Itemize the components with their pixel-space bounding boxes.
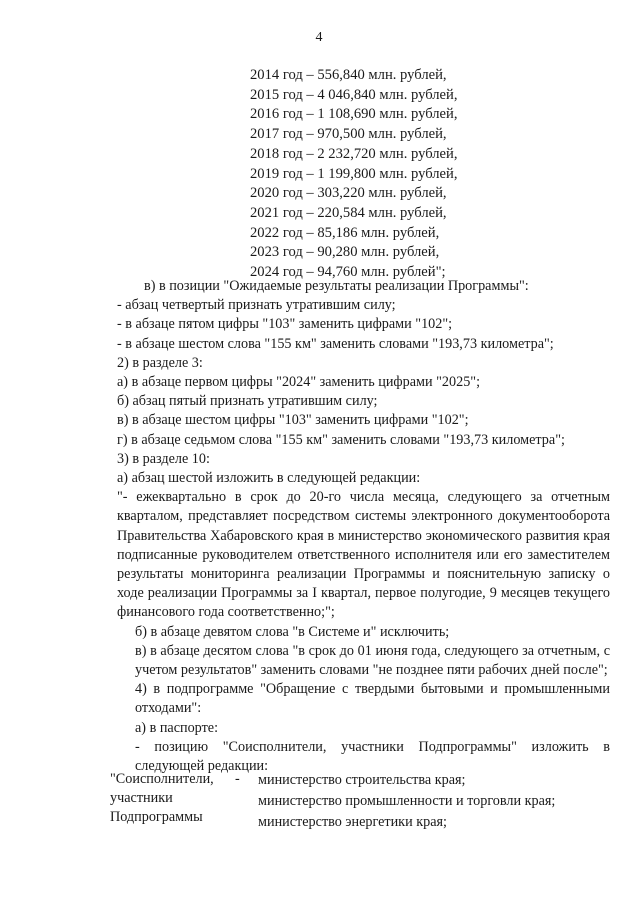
paragraph-4 <box>117 680 610 718</box>
text-line: 3) в разделе 10: <box>117 450 210 467</box>
label-line: "Соисполнители, <box>110 771 214 787</box>
budget-line: 2024 год – 94,760 млн. рублей"; <box>250 264 446 281</box>
ministry-line: министерство энергетики края; <box>258 814 447 830</box>
text-line: г) в абзаце седьмом слова "155 км" заменить словами "193,73 километра"; <box>117 431 565 448</box>
text-line: - в абзаце пятом цифры "103" заменить цифрами "102"; <box>117 316 453 333</box>
ministry-line: министерство промышленности и торговли края; <box>258 793 556 809</box>
text-line: а) в паспорте: <box>135 719 219 736</box>
budget-line: 2023 год – 90,280 млн. рублей, <box>250 244 440 261</box>
text-line: а) в абзаце первом цифры "2024" заменить цифрами "2025"; <box>117 374 481 391</box>
table-left-label <box>110 770 250 827</box>
quote-paragraph <box>117 488 610 622</box>
table-dash: - <box>235 771 240 787</box>
budget-line: 2022 год – 85,186 млн. рублей, <box>250 224 440 241</box>
text-line: - абзац четвертый признать утратившим силу; <box>117 297 396 314</box>
label-line: Подпрограммы <box>110 809 203 825</box>
table-right-list <box>258 770 555 833</box>
budget-line: 2017 год – 970,500 млн. рублей, <box>250 126 447 143</box>
text-line: 2) в разделе 3: <box>117 354 203 371</box>
text-line: - в абзаце шестом слова "155 км" заменить словами "193,73 километра"; <box>117 335 554 352</box>
text-line: б) в абзаце девятом слова "в Системе и" исключить; <box>135 623 450 640</box>
budget-line: 2021 год – 220,584 млн. рублей, <box>250 204 447 221</box>
budget-line: 2014 год – 556,840 млн. рублей, <box>250 67 447 83</box>
budget-line: 2018 год – 2 232,720 млн. рублей, <box>250 145 458 162</box>
paragraph-v <box>117 642 610 680</box>
ministry-line: министерство строительства края; <box>258 772 466 788</box>
paragraph-v-text: в) в абзаце десятом слова "в срок до 01 июня года, следующего за отчетным, с учетом результатов" заменить словами "не позднее пяти рабочих дней после"; <box>135 642 610 679</box>
budget-list <box>250 66 458 283</box>
text-line: в) в абзаце шестом цифры "103" заменить цифрами "102"; <box>117 412 469 429</box>
paragraph-position-text: - позицию "Соисполнители, участники Подпрограммы" изложить в следующей редакции: <box>135 738 610 775</box>
budget-line: 2015 год – 4 046,840 млн. рублей, <box>250 86 458 103</box>
quote-text: "- ежеквартально в срок до 20-го числа месяца, следующего за отчетным кварталом, представляет посредством системы электронного документооборота Правительства Хабаровского края в министерство экономического развития края подписанные руководителем ответственного исполнителя или его заместителем результаты мониторинга реализации Программы и пояснительную записку о ходе реализации Программы за I квартал, первое полугодие, 9 месяцев текущего финансового года соответственно;"; <box>117 489 610 621</box>
budget-line: 2016 год – 1 108,690 млн. рублей, <box>250 106 458 123</box>
label-line: участники <box>110 790 173 806</box>
text-line: а) абзац шестой изложить в следующей редакции: <box>117 470 421 487</box>
paragraph-4-text: 4) в подпрограмме "Обращение с твердыми бытовыми и промышленными отходами": <box>135 681 610 717</box>
document-body <box>117 277 610 776</box>
text-line: в) в позиции "Ожидаемые результаты реализации Программы": <box>144 278 529 294</box>
budget-line: 2019 год – 1 199,800 млн. рублей, <box>250 165 458 182</box>
page-number: 4 <box>315 30 323 45</box>
budget-line: 2020 год – 303,220 млн. рублей, <box>250 185 447 202</box>
text-line: б) абзац пятый признать утратившим силу; <box>117 393 378 410</box>
